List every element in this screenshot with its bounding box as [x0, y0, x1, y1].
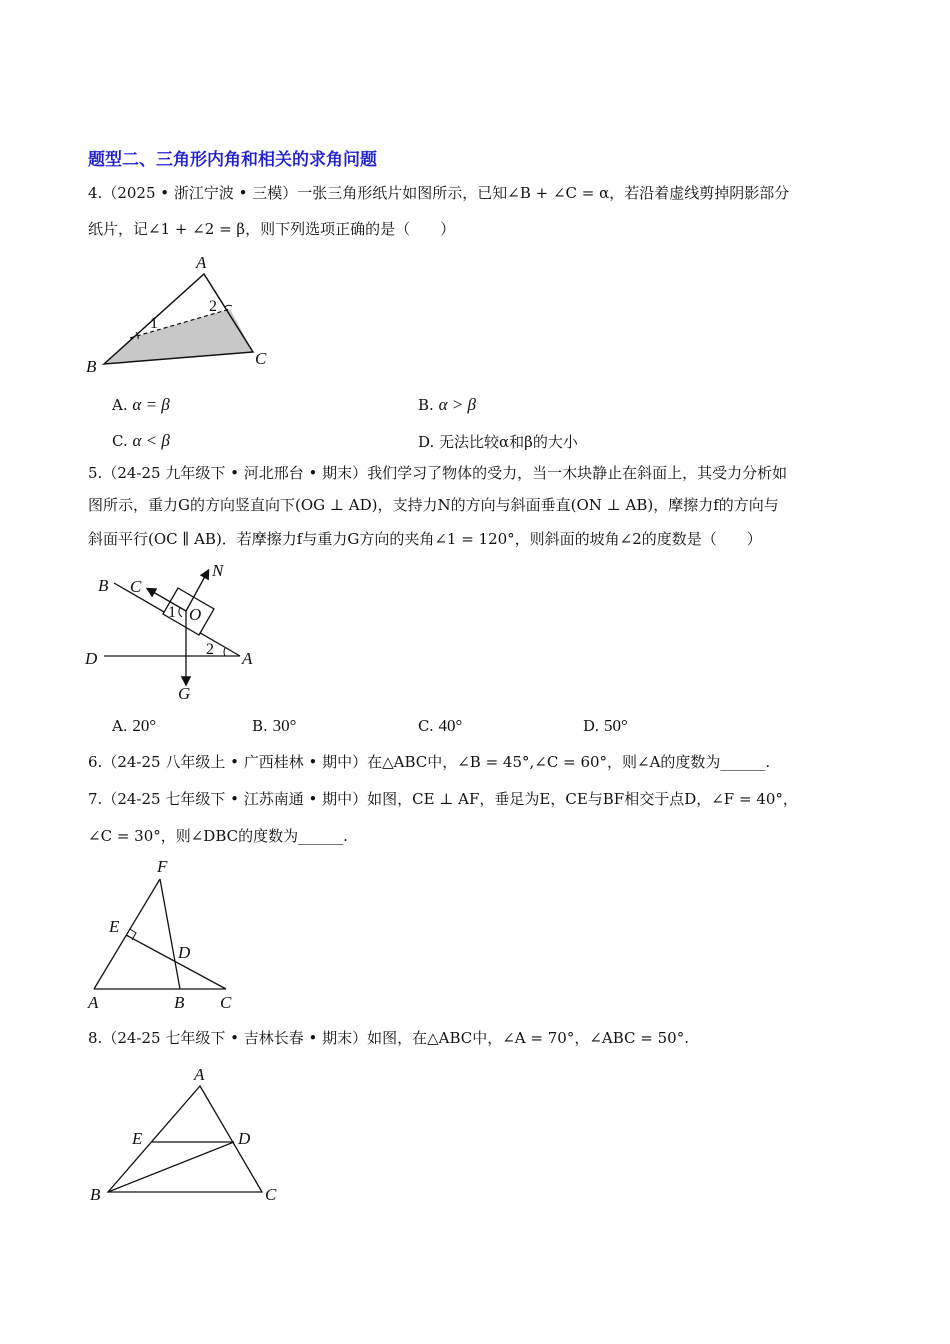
svg-text:A: A — [242, 649, 253, 668]
question-source: （24-25 九年级下 • 河北邢台 • 期末） — [102, 464, 368, 482]
question-7-line-2: ∠C = 30°，则∠DBC的度数为______. — [88, 827, 348, 845]
question-number: 8. — [88, 1029, 103, 1047]
option-a[interactable] — [112, 395, 170, 415]
option-key: D. — [418, 433, 435, 451]
svg-text:1: 1 — [150, 315, 158, 332]
question-7-line-1 — [88, 788, 798, 810]
option-d[interactable] — [418, 431, 578, 452]
question-8-line-1 — [88, 1027, 689, 1049]
question-text: 一张三角形纸片如图所示，已知∠B + ∠C = α，若沿着虚线剪掉阴影部分 — [297, 184, 790, 202]
svg-text:E: E — [132, 1129, 143, 1148]
option-text: α = β — [132, 395, 170, 414]
question-8-figure — [82, 1062, 292, 1207]
question-5-line-3: 斜面平行(OC ∥ AB)．若摩擦力f与重力G方向的夹角∠1 = 120°，则斜面的坡角∠2的度数是（ ） — [88, 530, 762, 548]
question-7-figure — [82, 852, 252, 1012]
option-key: C. — [418, 717, 434, 735]
option-text: α > β — [438, 395, 476, 414]
svg-text:2: 2 — [206, 641, 214, 658]
question-5-line-2: 图所示，重力G的方向竖直向下(OG ⊥ AD)，支持力N的方向与斜面垂直(ON ⊥ AB)，摩擦力f的方向与 — [88, 496, 779, 514]
svg-text:B: B — [86, 357, 97, 376]
option-text: 无法比较α和β的大小 — [439, 433, 578, 451]
option-key: B. — [252, 717, 268, 735]
svg-text:A: A — [196, 253, 207, 272]
svg-text:N: N — [212, 561, 224, 580]
svg-text:O: O — [189, 605, 202, 624]
section-heading: 题型二、三角形内角和相关的求角问题 — [88, 150, 377, 170]
svg-text:D: D — [238, 1129, 251, 1148]
svg-text:C: C — [220, 993, 232, 1012]
option-text: α < β — [132, 431, 170, 450]
option-text: 50° — [604, 716, 628, 735]
question-number: 4. — [88, 184, 103, 202]
svg-text:G: G — [178, 684, 191, 703]
svg-text:D: D — [178, 943, 191, 962]
option-b[interactable] — [252, 716, 296, 736]
svg-text:C: C — [255, 349, 267, 368]
option-b[interactable] — [418, 395, 476, 415]
svg-text:B: B — [90, 1185, 101, 1204]
question-number: 5. — [88, 464, 103, 482]
question-text: 如图，CE ⊥ AF，垂足为E，CE与BF相交于点D，∠F = 40°， — [367, 790, 798, 808]
option-key: A. — [112, 396, 128, 414]
option-c[interactable] — [112, 431, 170, 451]
question-source: （24-25 七年级下 • 吉林长春 • 期末） — [102, 1029, 368, 1047]
question-4-line-1 — [88, 182, 789, 204]
svg-text:E: E — [109, 917, 120, 936]
option-key: D. — [583, 717, 600, 735]
question-source: （24-25 八年级上 • 广西桂林 • 期中） — [102, 753, 368, 771]
question-number: 6. — [88, 753, 103, 771]
svg-text:A: A — [88, 993, 99, 1012]
question-5-figure — [82, 558, 272, 703]
svg-text:C: C — [130, 577, 142, 596]
question-text: 在△ABC中，∠B = 45°,∠C = 60°，则∠A的度数为______. — [367, 753, 771, 771]
option-key: C. — [112, 432, 128, 450]
svg-text:B: B — [174, 993, 185, 1012]
svg-text:C: C — [265, 1185, 277, 1204]
option-key: B. — [418, 396, 434, 414]
svg-text:B: B — [98, 576, 109, 595]
svg-text:F: F — [157, 857, 168, 876]
question-text: 我们学习了物体的受力，当一木块静止在斜面上，其受力分析如 — [367, 464, 788, 482]
svg-text:1: 1 — [168, 604, 176, 621]
svg-text:A: A — [194, 1065, 205, 1084]
question-text: 如图，在△ABC中，∠A = 70°，∠ABC = 50°. — [367, 1029, 689, 1047]
option-d[interactable] — [583, 716, 628, 736]
option-c[interactable] — [418, 716, 462, 736]
question-4-figure — [82, 248, 282, 378]
option-a[interactable] — [112, 716, 156, 736]
svg-text:D: D — [85, 649, 98, 668]
option-text: 20° — [132, 716, 157, 735]
question-source: （2025 • 浙江宁波 • 三模） — [102, 184, 298, 202]
option-text: 40° — [438, 716, 463, 735]
question-6-line-1 — [88, 751, 770, 773]
question-5-line-1 — [88, 462, 787, 484]
option-text: 30° — [272, 716, 297, 735]
option-key: A. — [112, 717, 128, 735]
svg-text:2: 2 — [209, 298, 217, 315]
question-source: （24-25 七年级下 • 江苏南通 • 期中） — [102, 790, 368, 808]
question-number: 7. — [88, 790, 103, 808]
question-4-line-2: 纸片，记∠1 + ∠2 = β，则下列选项正确的是（ ） — [88, 220, 456, 238]
